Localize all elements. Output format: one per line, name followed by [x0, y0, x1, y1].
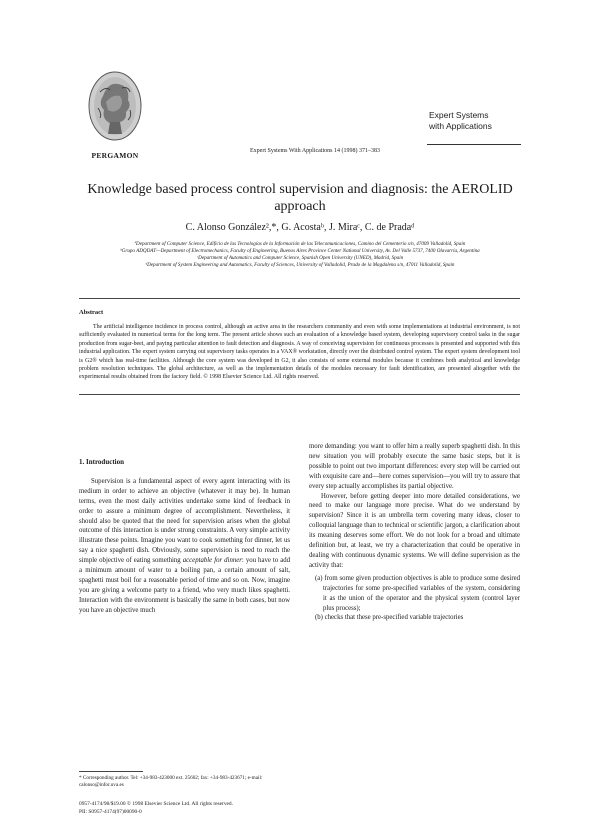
copyright-block	[79, 801, 292, 816]
journal-logo	[429, 110, 519, 132]
abstract-heading: Abstract	[79, 309, 104, 316]
section-heading-introduction: 1. Introduction	[79, 458, 124, 466]
left-column	[79, 458, 290, 616]
footnote-rule	[79, 771, 143, 772]
affiliation-b: ᵇGrupo ADQDAT—Department of Electromechanics, Faculty of Engineering, Buenos Aires Province Center National University, Av. Del Valle 5737, 7400 Olavarría, Argentina	[120, 248, 480, 255]
paragraph: However, before getting deeper into more detailed considerations, we need to make our language more precise. What do we understand by supervision? Since it is an umbrella term covering many ideas, closer to colloquial language than to technical or scientific jargon, a clarification about its meaning deserves some effort. We do not look for a broad and ultimate definition but, at least, we try a characterization that could be operative in dealing with continuous dynamic systems. We will define supervision as the activity that:	[309, 492, 520, 569]
article-title: Knowledge based process control supervision and diagnosis: the AEROLID approach	[87, 182, 513, 214]
affiliation-a: ªDepartment of Computer Science, Edificio de las Tecnologías de la Información de las Telecomunicaciones, Camino del Cementerio s/n, 47009 Valladolid, Spain	[134, 241, 466, 247]
affiliations	[80, 241, 520, 269]
paragraph	[79, 477, 290, 616]
journal-logo-rule	[427, 144, 521, 145]
journal-logo-line2: with Applications	[429, 121, 492, 131]
abstract-text: The artificial intelligence incidence in process control, although an active area in the researchers community and even with some implementations at industrial environment, is not sufficiently evaluated in numerical terms for the long term. The present article shows such an evaluation of a knowledge based system, developing supervisory control tasks in the sugar production from sugar-beet, and paying particular attention to fault detection and diagnosis. A way of conceiving supervision for continuous processes is presented and supported with this industrial application. The expert system carrying out supervisory tasks operates in a VAX® workstation, directly over the distributed control system. The expert system development tool is G2® which has real-time facilities. Although the core system was developed in G2, it also consists of some external modules because it combines both analytical and knowledge problem resolution techniques. The global architecture, as well as the implementation details of the modules necessary for fault identification, are presented altogether with the experimental results obtained from the factory field. © 1998 Elsevier Science Ltd. All rights reserved.	[79, 324, 520, 381]
abstract-top-rule	[79, 298, 520, 299]
abstract-bottom-rule	[79, 394, 520, 395]
elsevier-tree-logo-icon	[86, 68, 144, 146]
publisher-name: PERGAMON	[91, 151, 139, 160]
paragraph: more demanding: you want to offer him a really superb spaghetti dish. In this new situation you will probably execute the same basic steps, but it is possible to point out two important differences: every step will be carried out with exquisite care and—here comes supervision—you will try to assure that every step actually accomplishes its partial objective.	[309, 443, 520, 490]
list-item: (a) from some given production objectives is able to produce some desired trajectories for some pre-specified variables of the system, considering it as the union of the operator and the physical system (control layer plus process);	[315, 574, 520, 612]
emphasis-text: acceptable for dinner	[182, 557, 242, 565]
right-column	[309, 442, 520, 623]
corresponding-author-footnote: * Corresponding author. Tel: +34-983-423000 ext. 25602; fax: +34-983-423671; e-mail: calonso@infor.uva.es	[79, 775, 263, 789]
affiliation-c: ᶜDepartment of Automatics and Computer Science, Spanish Open University (UNED), Madrid, Spain	[196, 255, 404, 262]
journal-logo-line1: Expert Systems	[429, 110, 489, 120]
pii-line: PII: S0957-4174(97)00090-0	[79, 808, 142, 815]
paragraph-text: : you have to add a minimum amount of water to a boiling pan, a certain amount of salt, spaghetti must boil for a reasonable period of time and so on. Now, imagine you are giving a welcome party to a friend, who very much likes spaghetti. Interaction with the environment is basically the same in both cases, but now you have an objective much	[79, 557, 291, 614]
list-item: (b) checks that these pre-specified variable trajectories	[315, 614, 464, 622]
author-list: C. Alonso González²,*, G. Acostaᵇ, J. Miraᶜ, C. de Pradaᵈ	[185, 222, 415, 233]
affiliation-d: ᵈDepartment of System Engineering and Automatics, Faculty of Sciences, University of Valladolid, Prado de la Magdalena s/n, 47011 Valladolid, Spain	[145, 262, 455, 269]
running-head: Expert Systems With Applications 14 (1998) 371–383	[250, 148, 380, 154]
copyright-line: 0957-4174/98/$19.00 © 1998 Elsevier Science Ltd. All rights reserved.	[79, 801, 233, 807]
paragraph-text: Supervision is a fundamental aspect of every agent interacting with its medium in order to achieve an objective (whatever it may be). In human terms, even the most daily activities undertake some kind of feedback in order to assure a minimum degree of accomplishment. Nevertheless, it should also be quoted that the need for supervision arises when the global outcome of this interaction is under strong constraints. A very simple activity illustrate these points. Imagine you want to cook something for dinner, let us say a nice spaghetti dish. Obviously, some supervision is need to reach the simple objective of eating something	[79, 477, 290, 565]
publisher-logo	[86, 68, 144, 146]
